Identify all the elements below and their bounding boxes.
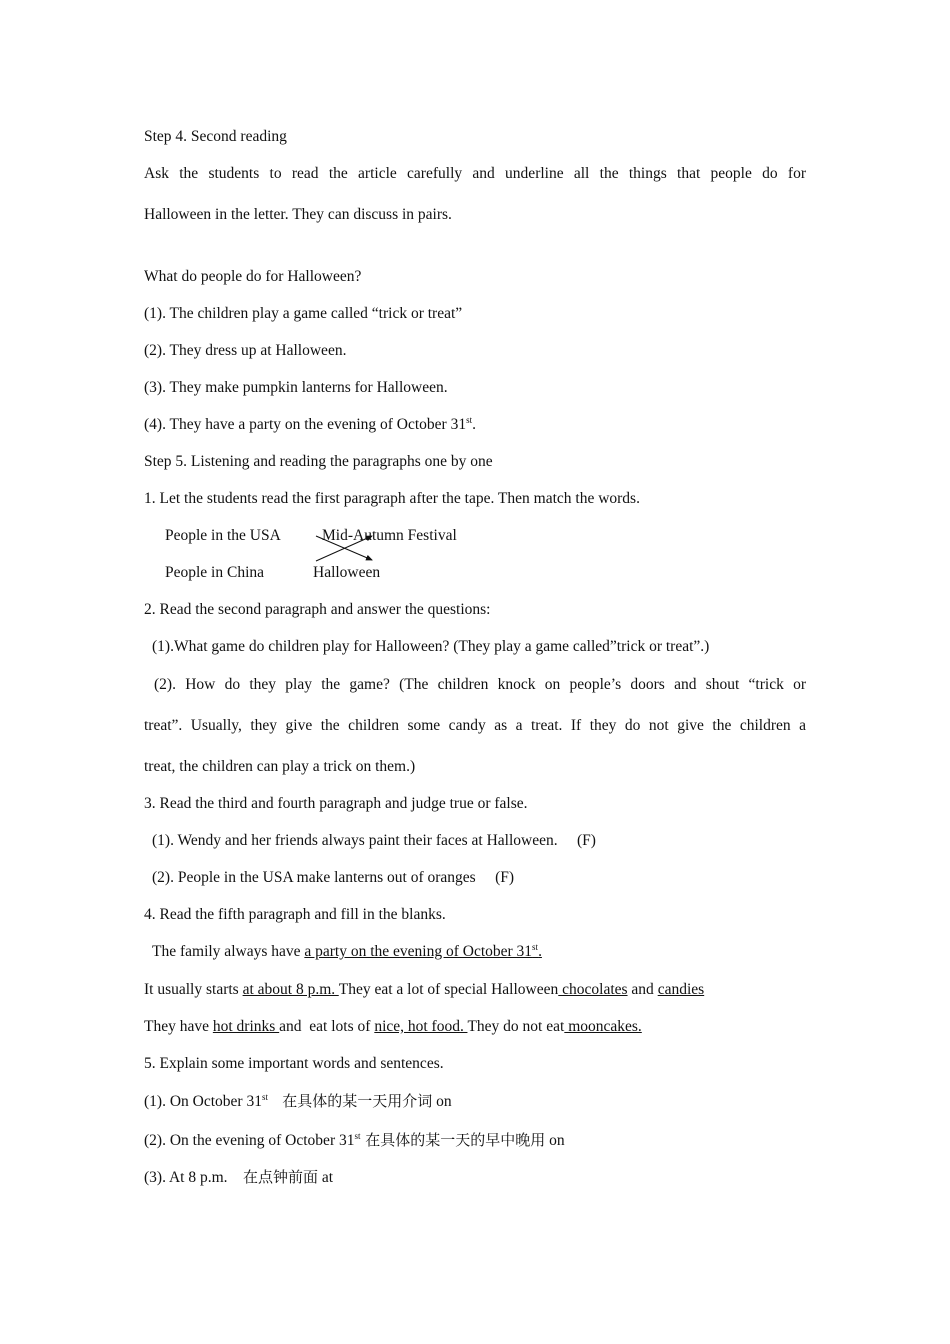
- answer-3: (3). They make pumpkin lanterns for Halloween.: [144, 379, 448, 396]
- explain-3: (3). At 8 p.m. 在点钟前面 at: [144, 1168, 334, 1186]
- step5-title: Step 5. Listening and reading the paragraphs one by one: [144, 453, 493, 470]
- true-false-2: (2). People in the USA make lanterns out of oranges (F): [152, 869, 515, 886]
- step4-instruction-line1: Ask the students to read the article carefully and underline all the things that people do for: [144, 165, 806, 182]
- fill-sentence-1: The family always have a party on the evening of October 31st.: [152, 942, 542, 960]
- answer-1: (1). The children play a game called “trick or treat”: [144, 305, 463, 322]
- explain-2: (2). On the evening of October 31st 在具体的某一天的早中晚用 on: [144, 1131, 565, 1149]
- question-2-line3: treat, the children can play a trick on them.): [144, 758, 416, 775]
- step4-title: Step 4. Second reading: [144, 128, 287, 145]
- match-arrows: [300, 528, 390, 568]
- task-3: 3. Read the third and fourth paragraph and judge true or false.: [144, 795, 528, 812]
- true-false-1: (1). Wendy and her friends always paint their faces at Halloween. (F): [152, 832, 596, 849]
- step4-instruction-line2: Halloween in the letter. They can discuss in pairs.: [144, 206, 452, 223]
- fill-sentence-2: It usually starts at about 8 p.m. They eat a lot of special Halloween chocolates and candies: [144, 981, 705, 998]
- match-right-1: Mid-Autumn Festival: [322, 527, 457, 544]
- halloween-question: What do people do for Halloween?: [144, 268, 362, 285]
- question-2-line2: treat”. Usually, they give the children some candy as a treat. If they do not give the children a: [144, 717, 806, 734]
- match-left-2: People in China: [165, 564, 265, 581]
- match-left-1: People in the USA: [165, 527, 281, 544]
- answer-4: (4). They have a party on the evening of October 31st.: [144, 415, 476, 433]
- task-1: 1. Let the students read the first paragraph after the tape. Then match the words.: [144, 490, 640, 507]
- task-2: 2. Read the second paragraph and answer the questions:: [144, 601, 491, 618]
- task-5: 5. Explain some important words and sentences.: [144, 1055, 444, 1072]
- question-1: (1).What game do children play for Halloween? (They play a game called”trick or treat”.): [152, 638, 710, 655]
- task-4: 4. Read the fifth paragraph and fill in the blanks.: [144, 906, 446, 923]
- answer-2: (2). They dress up at Halloween.: [144, 342, 347, 359]
- fill-sentence-3: They have hot drinks and eat lots of nice, hot food. They do not eat mooncakes.: [144, 1018, 642, 1035]
- question-2-line1: (2). How do they play the game? (The children knock on people’s doors and shout “trick or: [154, 676, 806, 693]
- match-right-2: Halloween: [313, 564, 381, 581]
- explain-1: (1). On October 31st 在具体的某一天用介词 on: [144, 1092, 452, 1110]
